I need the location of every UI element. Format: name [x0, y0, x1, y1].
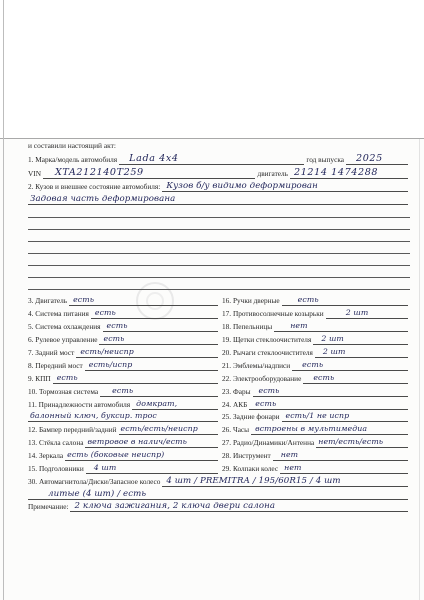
- item-bumpers: [28, 424, 220, 435]
- scan-fold-line: [0, 138, 424, 139]
- item-accessories-continued: [28, 411, 220, 422]
- item-brakes: [28, 386, 220, 397]
- item-label: 28. Инструмент: [222, 451, 271, 460]
- item-field: [103, 321, 218, 332]
- item-value: есть (боковые неиспр): [67, 450, 165, 459]
- item-value: есть: [56, 373, 78, 382]
- body-field-2: [28, 194, 408, 205]
- item-headrests: [28, 463, 220, 474]
- item-ashtrays: [222, 321, 410, 332]
- item-value: 2 шт: [345, 308, 369, 317]
- vin-row: [28, 168, 410, 179]
- item-field: [303, 373, 408, 384]
- item-field: [100, 386, 218, 397]
- year-label: год выпуска: [306, 155, 344, 164]
- item-emblems: [222, 360, 410, 371]
- item-field: [251, 424, 408, 435]
- note-value: 2 ключа зажигания, 2 ключа двери салона: [74, 501, 276, 511]
- item-label: 12. Бампер передний/задний: [28, 425, 117, 434]
- item-label: 25. Задние фонари: [222, 412, 280, 421]
- model-field: [119, 154, 304, 165]
- item-label: 6. Рулевое управление: [28, 335, 98, 344]
- item-value: есть: [302, 360, 324, 369]
- item-value: балонный ключ, буксир. трос: [30, 411, 157, 420]
- item-label: 24. АКБ: [222, 400, 248, 409]
- item-battery: [222, 399, 410, 410]
- item-field: [85, 437, 218, 448]
- item-value: 2 шт: [321, 334, 344, 343]
- item-door-handles: [222, 295, 410, 306]
- body-condition-row: [28, 181, 410, 192]
- item-value: нет: [290, 321, 308, 330]
- blank-line: [28, 265, 410, 266]
- item-rear-lights: [222, 411, 410, 422]
- item-label: 22. Электрооборудование: [222, 374, 302, 383]
- body-field: [162, 181, 408, 192]
- item-field: [65, 450, 218, 461]
- item-label: 26. Часы: [222, 425, 250, 434]
- scan-right-edge: [419, 139, 420, 600]
- item-field: [85, 360, 218, 371]
- item-field: [53, 373, 218, 384]
- vin-value: XTA212140T259: [54, 167, 144, 178]
- item-fuel-system: [28, 308, 220, 319]
- item-value: есть/есть/неиспр: [120, 424, 198, 433]
- item-value: есть: [297, 295, 319, 304]
- body-line-1: Кузов б/у видимо деформирован: [166, 181, 318, 191]
- item-radio: [222, 437, 410, 448]
- scan-left-edge: [3, 0, 4, 600]
- engine-label: двигатель: [257, 169, 288, 178]
- item-label: 5. Система охлаждения: [28, 322, 101, 331]
- item-field: [132, 399, 218, 410]
- item-label: 4. Система питания: [28, 309, 89, 318]
- item-field: [326, 308, 408, 319]
- item-label: 29. Колпаки колес: [222, 464, 279, 473]
- item-gearbox: [28, 373, 220, 384]
- intro-text: и составили настоящий акт:: [28, 141, 116, 150]
- item-label: 13. Стёкла салона: [28, 438, 84, 447]
- item-value: есть/испр: [88, 360, 133, 369]
- item-label: 7. Задний мост: [28, 348, 75, 357]
- item-value: 2 шт: [322, 347, 346, 356]
- item-cooling-system: [28, 321, 220, 332]
- year-value: 2025: [356, 153, 383, 164]
- item-label: 15. Подголовники: [28, 464, 84, 473]
- item-field: [280, 463, 408, 474]
- item-field: [313, 334, 408, 345]
- item-tools: [222, 450, 410, 461]
- vehicle-model-row: [28, 154, 410, 165]
- item-label: 20. Рычаги стеклоочистителя: [222, 348, 313, 357]
- item-field: [99, 334, 218, 345]
- item-field: [28, 411, 218, 422]
- item-label: 30. Автомагнитола/Диски/Запасное колесо: [28, 477, 161, 486]
- item-value: есть: [94, 308, 116, 317]
- item-label: 18. Пепельницы: [222, 322, 273, 331]
- blank-top-area: [0, 0, 424, 138]
- item-wheels-continued: [28, 489, 410, 500]
- item-value: есть: [73, 295, 95, 304]
- item-field: [28, 489, 408, 500]
- item-value: есть: [255, 399, 277, 408]
- item-field: [292, 360, 408, 371]
- item-field: [315, 347, 408, 358]
- item-value: нет: [284, 463, 302, 472]
- item-field: [282, 411, 409, 422]
- item-label: 9. КПП: [28, 374, 51, 383]
- item-label: 8. Передний мост: [28, 361, 83, 370]
- blank-line: [28, 217, 410, 218]
- item-value: 4 шт / PREMITRA / 195/60R15 / 4 шт: [166, 476, 341, 486]
- year-field: [346, 154, 408, 165]
- item-value: ветровое в налич/есть: [87, 437, 188, 446]
- item-label: 11. Принадлежности автомобиля: [28, 400, 131, 409]
- item-value: 4 шт: [93, 463, 117, 472]
- item-wheels: [28, 476, 410, 487]
- item-wiper-arms: [222, 347, 410, 358]
- item-value: есть: [103, 334, 125, 343]
- item-label: 14. Зеркала: [28, 451, 64, 460]
- blank-line: [28, 253, 410, 254]
- item-label: 27. Радио/Динамики/Антенна: [222, 438, 315, 447]
- item-rear-axle: [28, 347, 220, 358]
- item-headlights: [222, 386, 410, 397]
- blank-line: [28, 277, 410, 278]
- item-value: нет: [280, 450, 299, 459]
- item-value: есть: [112, 386, 134, 395]
- body-condition-line-2: [28, 194, 410, 205]
- item-field: [249, 399, 408, 410]
- model-label: 1. Марка/модель автомобиля: [28, 155, 118, 164]
- model-value: Lada 4x4: [129, 153, 179, 164]
- item-label: 23. Фары: [222, 387, 251, 396]
- item-field: [76, 347, 218, 358]
- item-label: 16. Ручки дверные: [222, 296, 280, 305]
- item-engine: [28, 295, 220, 306]
- item-steering: [28, 334, 220, 345]
- body-label: 2. Кузов и внешнее состояние автомобиля:: [28, 182, 161, 191]
- item-field: [282, 295, 408, 306]
- item-hubcaps: [222, 463, 410, 474]
- item-label: 17. Противосолнечные козырьки: [222, 309, 324, 318]
- vin-field: [43, 168, 256, 179]
- item-value: есть/1 не испр: [285, 411, 350, 420]
- item-field: [119, 424, 218, 435]
- blank-line: [28, 229, 410, 230]
- item-field: [69, 295, 218, 306]
- item-field: [162, 476, 408, 487]
- item-front-axle: [28, 360, 220, 371]
- item-value: нет/есть/есть: [318, 437, 384, 446]
- item-value: встроены в мультимедиа: [255, 424, 368, 433]
- item-field: [274, 321, 408, 332]
- engine-field: [290, 168, 408, 179]
- item-electrical: [222, 373, 410, 384]
- note-row: [28, 501, 410, 512]
- item-field: [253, 386, 409, 397]
- item-value: домкрат,: [136, 399, 178, 408]
- item-field: [273, 450, 408, 461]
- note-field: [70, 501, 408, 512]
- item-label: 3. Двигатель: [28, 296, 68, 305]
- item-label: 10. Тормозная система: [28, 387, 99, 396]
- blank-line: [28, 241, 410, 242]
- item-value: литые (4 шт) / есть: [48, 489, 147, 499]
- item-label: 21. Эмблемы/надписи: [222, 361, 291, 370]
- item-label: 19. Щетки стеклоочистителя: [222, 335, 312, 344]
- item-sun-visors: [222, 308, 410, 319]
- engine-value: 21214 1474288: [294, 167, 379, 178]
- item-clock: [222, 424, 410, 435]
- item-value: есть: [313, 373, 335, 382]
- vin-label: VIN: [28, 169, 41, 178]
- item-wiper-blades: [222, 334, 410, 345]
- item-windows: [28, 437, 220, 448]
- blank-line: [28, 289, 410, 290]
- item-accessories: [28, 399, 220, 410]
- note-label: Примечание:: [28, 502, 69, 511]
- item-value: есть: [106, 321, 128, 330]
- item-field: [86, 463, 218, 474]
- item-mirrors: [28, 450, 220, 461]
- item-field: [91, 308, 218, 319]
- item-field: [316, 437, 408, 448]
- item-value: есть: [258, 386, 280, 395]
- body-line-2: Задовая часть деформирована: [30, 194, 176, 204]
- item-value: есть/неиспр: [80, 347, 134, 356]
